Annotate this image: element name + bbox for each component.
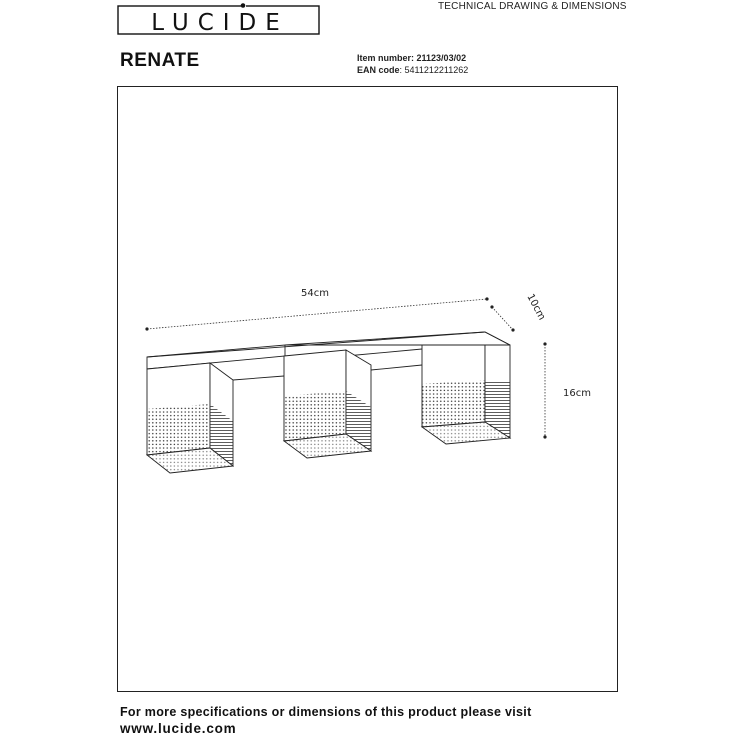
lamp-shade-3 <box>422 345 510 444</box>
height-label: 16cm <box>563 388 591 399</box>
ean-code-label: EAN code <box>357 65 400 75</box>
document-type-label: TECHNICAL DRAWING & DIMENSIONS <box>438 1 627 12</box>
svg-text:LUCIDE: LUCIDE <box>151 10 289 36</box>
item-number-value: 21123/03/02 <box>416 53 467 63</box>
website-link[interactable]: www.lucide.com <box>120 721 237 736</box>
item-number-label: Item number: <box>357 53 415 63</box>
length-dimension <box>145 288 488 331</box>
length-label: 54cm <box>301 288 329 299</box>
footer-note: For more specifications or dimensions of this product please visit <box>120 705 532 719</box>
product-name: RENATE <box>120 50 200 71</box>
height-dimension <box>543 342 591 438</box>
depth-label: 10cm <box>524 292 548 323</box>
lamp-shade-2 <box>284 350 371 458</box>
ean-code-value: : 5411212211262 <box>399 65 469 75</box>
lamp-shade-1 <box>147 363 233 473</box>
depth-dimension <box>490 292 547 331</box>
